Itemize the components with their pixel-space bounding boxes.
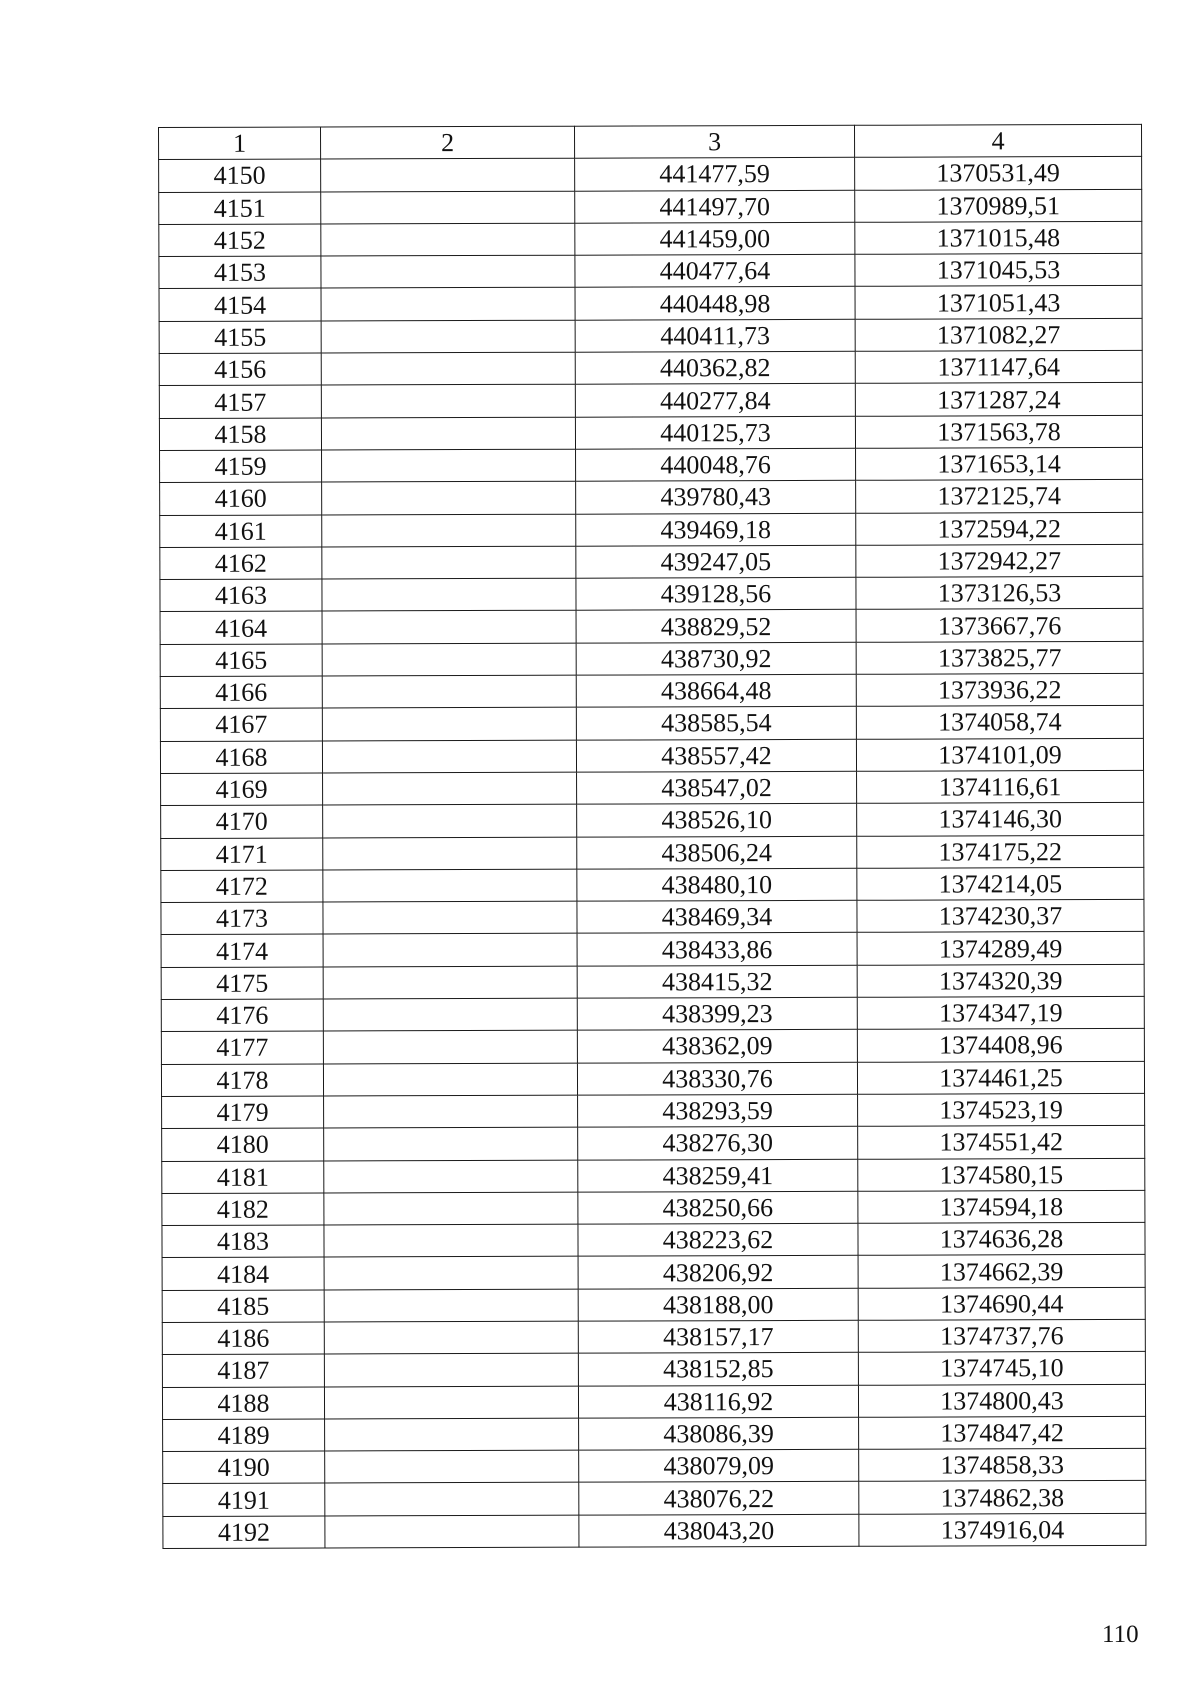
table-cell-col-1: 4152 — [159, 224, 321, 257]
table-row — [161, 900, 1144, 935]
table-cell-col-4: 1374580,15 — [858, 1158, 1145, 1191]
table-cell-col-4: 1371287,24 — [855, 383, 1142, 416]
table-cell-col-2 — [324, 1289, 578, 1322]
table-cell-col-2 — [322, 740, 576, 773]
table-row — [160, 480, 1143, 515]
table-cell-col-2 — [324, 1321, 578, 1354]
table-cell-col-2 — [323, 804, 577, 837]
table-cell-col-4: 1374916,04 — [859, 1513, 1146, 1546]
coordinates-table — [158, 124, 1146, 1549]
table-cell-col-1: 4191 — [163, 1483, 325, 1516]
table-cell-col-2 — [322, 675, 576, 708]
table-cell-col-3: 438829,52 — [576, 610, 856, 643]
table-row — [162, 1384, 1145, 1419]
table-cell-col-4: 1374737,76 — [858, 1319, 1145, 1352]
table-cell-col-3: 438469,34 — [577, 900, 857, 933]
table-cell-col-4: 1373126,53 — [856, 577, 1143, 610]
table-cell-col-4: 1374146,30 — [857, 803, 1144, 836]
table-row — [160, 512, 1143, 547]
table-cell-col-2 — [323, 1030, 577, 1063]
table-cell-col-3: 440048,76 — [576, 448, 856, 481]
table-cell-col-4: 1371082,27 — [855, 318, 1142, 351]
table-row — [163, 1449, 1146, 1484]
table-cell-col-4: 1374116,61 — [857, 770, 1144, 803]
table-cell-col-4: 1374058,74 — [856, 706, 1143, 739]
table-cell-col-3: 438664,48 — [576, 674, 856, 707]
table-row — [161, 803, 1144, 838]
table-cell-col-4: 1374690,44 — [858, 1287, 1145, 1320]
table-row — [159, 286, 1142, 321]
table-cell-col-1: 4179 — [162, 1096, 324, 1129]
table-cell-col-3: 438188,00 — [578, 1288, 858, 1321]
table-cell-col-3: 441459,00 — [575, 222, 855, 255]
table-cell-col-3: 438276,30 — [578, 1127, 858, 1160]
table-row — [161, 964, 1144, 999]
table-row — [163, 1513, 1146, 1548]
table-body — [159, 157, 1146, 1549]
table-cell-col-2 — [321, 255, 575, 288]
table-cell-col-4: 1371147,64 — [855, 350, 1142, 383]
table-cell-col-2 — [321, 352, 575, 385]
table-cell-col-3: 440448,98 — [575, 287, 855, 320]
column-header-3: 3 — [574, 125, 854, 158]
table-cell-col-2 — [322, 578, 576, 611]
table-cell-col-2 — [323, 998, 577, 1031]
table-cell-col-4: 1374289,49 — [857, 932, 1144, 965]
table-cell-col-2 — [323, 934, 577, 967]
table-cell-col-3: 438116,92 — [578, 1385, 858, 1418]
table-cell-col-4: 1370989,51 — [855, 189, 1142, 222]
table-cell-col-1: 4154 — [159, 288, 321, 321]
table-cell-col-4: 1373667,76 — [856, 609, 1143, 642]
table-cell-col-2 — [323, 901, 577, 934]
table-cell-col-4: 1371653,14 — [856, 447, 1143, 480]
table-cell-col-2 — [325, 1418, 579, 1451]
table-cell-col-1: 4161 — [160, 515, 322, 548]
table-row — [162, 1255, 1145, 1290]
table-cell-col-2 — [322, 449, 576, 482]
table-cell-col-4: 1372942,27 — [856, 544, 1143, 577]
table-cell-col-2 — [323, 1063, 577, 1096]
table-row — [163, 1416, 1146, 1451]
table-cell-col-2 — [322, 611, 576, 644]
table-cell-col-2 — [322, 643, 576, 676]
table-cell-col-1: 4176 — [161, 999, 323, 1032]
table-row — [162, 1352, 1145, 1387]
table-cell-col-2 — [321, 320, 575, 353]
table-row — [161, 770, 1144, 805]
table-cell-col-4: 1374523,19 — [858, 1093, 1145, 1126]
table-cell-col-4: 1374320,39 — [857, 964, 1144, 997]
table-cell-col-1: 4165 — [160, 644, 322, 677]
table-cell-col-1: 4153 — [159, 256, 321, 289]
table-cell-col-2 — [322, 514, 576, 547]
table-row — [159, 254, 1142, 289]
table-cell-col-2 — [323, 772, 577, 805]
table-cell-col-1: 4189 — [163, 1419, 325, 1452]
table-row — [160, 544, 1143, 579]
table-cell-col-4: 1372125,74 — [856, 480, 1143, 513]
table-row — [160, 577, 1143, 612]
table-cell-col-3: 441497,70 — [575, 190, 855, 223]
table-row — [159, 189, 1142, 224]
table-cell-col-2 — [324, 1160, 578, 1193]
table-cell-col-4: 1374847,42 — [859, 1416, 1146, 1449]
table-cell-col-3: 439247,05 — [576, 545, 856, 578]
table-cell-col-2 — [321, 191, 575, 224]
table-cell-col-2 — [325, 1450, 579, 1483]
table-cell-col-3: 438506,24 — [577, 836, 857, 869]
table-cell-col-4: 1371045,53 — [855, 254, 1142, 287]
table-cell-col-3: 438086,39 — [579, 1417, 859, 1450]
table-cell-col-1: 4180 — [162, 1128, 324, 1161]
table-cell-col-2 — [324, 1386, 578, 1419]
table-cell-col-3: 438730,92 — [576, 642, 856, 675]
table-cell-col-2 — [322, 481, 576, 514]
table-cell-col-3: 438433,86 — [577, 933, 857, 966]
table-cell-col-1: 4185 — [162, 1290, 324, 1323]
table-row — [160, 738, 1143, 773]
table-cell-col-3: 438399,23 — [577, 997, 857, 1030]
table-cell-col-2 — [322, 546, 576, 579]
table-cell-col-1: 4151 — [159, 192, 321, 225]
table-row — [159, 383, 1142, 418]
table-cell-col-1: 4188 — [162, 1387, 324, 1420]
table-cell-col-2 — [324, 1224, 578, 1257]
table-cell-col-3: 440362,82 — [575, 351, 855, 384]
table-cell-col-2 — [321, 158, 575, 191]
table-cell-col-3: 438557,42 — [576, 739, 856, 772]
table-cell-col-3: 438480,10 — [577, 868, 857, 901]
table-cell-col-1: 4184 — [162, 1257, 324, 1290]
table-cell-col-4: 1371563,78 — [855, 415, 1142, 448]
table-cell-col-1: 4168 — [160, 741, 322, 774]
table-cell-col-3: 438293,59 — [578, 1094, 858, 1127]
table-cell-col-1: 4181 — [162, 1160, 324, 1193]
table-cell-col-4: 1371015,48 — [855, 221, 1142, 254]
table-cell-col-1: 4175 — [161, 967, 323, 1000]
table-cell-col-4: 1373825,77 — [856, 641, 1143, 674]
table-cell-col-3: 438547,02 — [577, 771, 857, 804]
table-cell-col-2 — [325, 1515, 579, 1548]
table-cell-col-4: 1374101,09 — [856, 738, 1143, 771]
table-cell-col-4: 1374551,42 — [858, 1126, 1145, 1159]
table-cell-col-1: 4170 — [161, 805, 323, 838]
table-cell-col-3: 438362,09 — [577, 1030, 857, 1063]
table-row — [160, 673, 1143, 708]
table-cell-col-1: 4167 — [160, 708, 322, 741]
table-row — [159, 157, 1142, 192]
table-row — [161, 1029, 1144, 1064]
table-row — [162, 1126, 1145, 1161]
table-cell-col-3: 438250,66 — [578, 1191, 858, 1224]
table-cell-col-4: 1374230,37 — [857, 900, 1144, 933]
table-cell-col-3: 438415,32 — [577, 965, 857, 998]
table-cell-col-1: 4159 — [160, 450, 322, 483]
table-row — [162, 1287, 1145, 1322]
table-cell-col-3: 438152,85 — [578, 1353, 858, 1386]
table-cell-col-4: 1374175,22 — [857, 835, 1144, 868]
table-cell-col-1: 4150 — [159, 159, 321, 192]
table-cell-col-1: 4192 — [163, 1516, 325, 1549]
table-cell-col-1: 4164 — [160, 611, 322, 644]
table-cell-col-4: 1373936,22 — [856, 673, 1143, 706]
table-cell-col-2 — [324, 1127, 578, 1160]
table-row — [162, 1158, 1145, 1193]
table-cell-col-4: 1374662,39 — [858, 1255, 1145, 1288]
table-row — [160, 706, 1143, 741]
table-cell-col-1: 4182 — [162, 1193, 324, 1226]
table-cell-col-2 — [325, 1483, 579, 1516]
table-row — [162, 1093, 1145, 1128]
table-cell-col-3: 440277,84 — [575, 384, 855, 417]
table-row — [162, 1190, 1145, 1225]
table-cell-col-4: 1374858,33 — [859, 1449, 1146, 1482]
table-row — [159, 350, 1142, 385]
table-cell-col-3: 438526,10 — [577, 804, 857, 837]
table-cell-col-4: 1374594,18 — [858, 1190, 1145, 1223]
table-row — [163, 1481, 1146, 1516]
table-cell-col-1: 4156 — [159, 353, 321, 386]
table-cell-col-1: 4155 — [159, 321, 321, 354]
table-cell-col-3: 438259,41 — [578, 1159, 858, 1192]
table-cell-col-3: 440125,73 — [575, 416, 855, 449]
table-row — [161, 996, 1144, 1031]
table-cell-col-4: 1371051,43 — [855, 286, 1142, 319]
table-cell-col-1: 4166 — [160, 676, 322, 709]
table-row — [161, 835, 1144, 870]
table-row — [159, 318, 1142, 353]
table-cell-col-1: 4174 — [161, 934, 323, 967]
table-cell-col-1: 4177 — [161, 1031, 323, 1064]
table-row — [160, 641, 1143, 676]
table-cell-col-2 — [323, 869, 577, 902]
table-cell-col-2 — [321, 417, 575, 450]
column-header-2: 2 — [321, 126, 575, 159]
table-row — [160, 609, 1143, 644]
table-cell-col-1: 4163 — [160, 579, 322, 612]
table-cell-col-2 — [321, 223, 575, 256]
table-cell-col-1: 4158 — [159, 418, 321, 451]
table-cell-col-1: 4173 — [161, 902, 323, 935]
table-row — [159, 415, 1142, 450]
table-row — [160, 447, 1143, 482]
table-cell-col-4: 1374461,25 — [857, 1061, 1144, 1094]
table-row — [159, 221, 1142, 256]
table-cell-col-3: 439128,56 — [576, 577, 856, 610]
table-cell-col-1: 4160 — [160, 482, 322, 515]
table-cell-col-2 — [321, 385, 575, 418]
table-cell-col-4: 1374214,05 — [857, 867, 1144, 900]
table-cell-col-2 — [323, 837, 577, 870]
table-cell-col-1: 4157 — [159, 385, 321, 418]
table-cell-col-4: 1372594,22 — [856, 512, 1143, 545]
table-header-row — [159, 124, 1142, 159]
table-cell-col-3: 439469,18 — [576, 513, 856, 546]
table-cell-col-1: 4162 — [160, 547, 322, 580]
table-cell-col-3: 439780,43 — [576, 481, 856, 514]
table-cell-col-3: 438585,54 — [576, 707, 856, 740]
table-cell-col-2 — [324, 1353, 578, 1386]
table-cell-col-2 — [323, 966, 577, 999]
table-cell-col-1: 4186 — [162, 1322, 324, 1355]
table-cell-col-4: 1374862,38 — [859, 1481, 1146, 1514]
table-cell-col-4: 1370531,49 — [855, 157, 1142, 190]
table-cell-col-4: 1374745,10 — [858, 1352, 1145, 1385]
table-row — [162, 1222, 1145, 1257]
table-cell-col-3: 441477,59 — [575, 158, 855, 191]
table-cell-col-3: 440477,64 — [575, 254, 855, 287]
page-number: 110 — [1102, 1621, 1139, 1648]
table-cell-col-4: 1374347,19 — [857, 996, 1144, 1029]
table-cell-col-1: 4172 — [161, 870, 323, 903]
table-cell-col-4: 1374408,96 — [857, 1029, 1144, 1062]
table-cell-col-1: 4183 — [162, 1225, 324, 1258]
table-cell-col-2 — [324, 1095, 578, 1128]
table-cell-col-3: 438157,17 — [578, 1320, 858, 1353]
table-cell-col-2 — [324, 1192, 578, 1225]
table-cell-col-1: 4171 — [161, 838, 323, 871]
column-header-1: 1 — [159, 127, 321, 160]
table-row — [161, 1061, 1144, 1096]
table-cell-col-3: 438330,76 — [577, 1062, 857, 1095]
table-cell-col-2 — [321, 288, 575, 321]
table-cell-col-1: 4190 — [163, 1451, 325, 1484]
column-header-4: 4 — [854, 124, 1141, 157]
table-cell-col-3: 440411,73 — [575, 319, 855, 352]
table-cell-col-3: 438223,62 — [578, 1223, 858, 1256]
table-cell-col-3: 438043,20 — [579, 1514, 859, 1547]
table-cell-col-1: 4169 — [161, 773, 323, 806]
table-row — [161, 932, 1144, 967]
table-cell-col-1: 4178 — [161, 1064, 323, 1097]
table-cell-col-4: 1374636,28 — [858, 1222, 1145, 1255]
table-cell-col-3: 438079,09 — [579, 1449, 859, 1482]
table-cell-col-1: 4187 — [162, 1354, 324, 1387]
table-cell-col-3: 438076,22 — [579, 1482, 859, 1515]
table-row — [162, 1319, 1145, 1354]
table-cell-col-3: 438206,92 — [578, 1256, 858, 1289]
table-row — [161, 867, 1144, 902]
table-cell-col-2 — [322, 708, 576, 741]
table-cell-col-2 — [324, 1257, 578, 1290]
table-cell-col-4: 1374800,43 — [858, 1384, 1145, 1417]
